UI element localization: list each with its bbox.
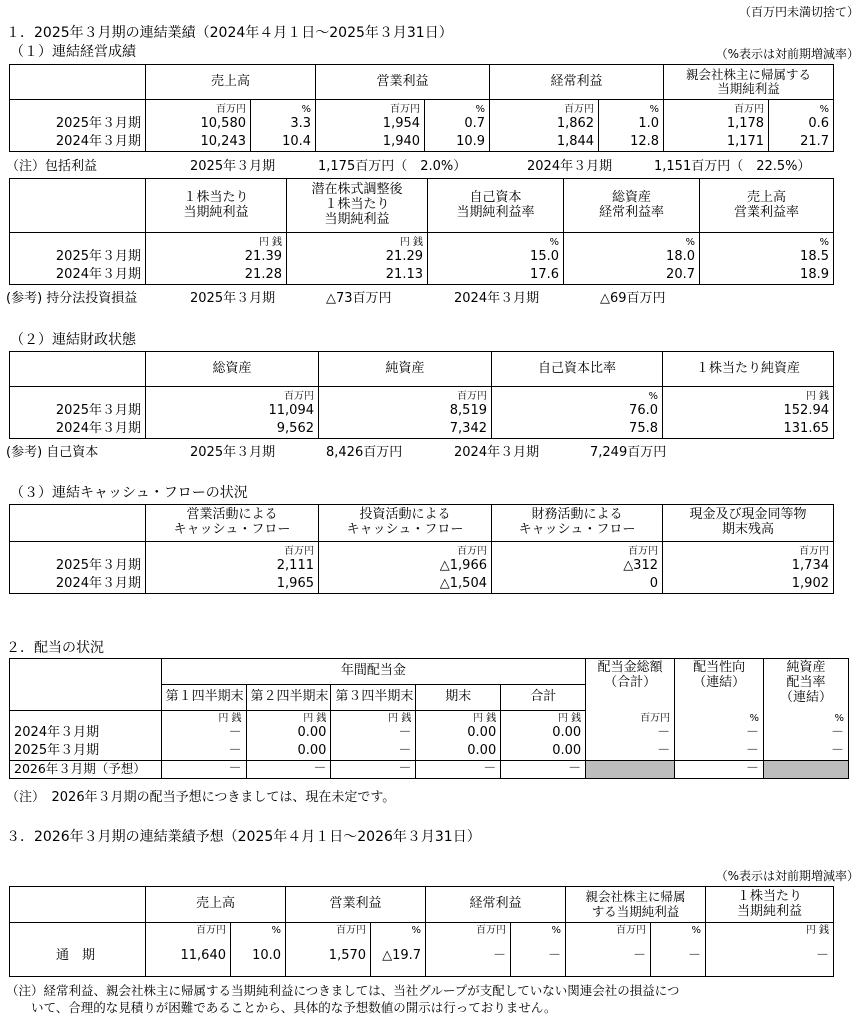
unit-note: （百万円未満切捨て） xyxy=(738,5,859,19)
table-row-forecast: 2026年３月期（予想） － － － － － － xyxy=(10,761,849,779)
note3-value1: 8,426百万円 xyxy=(326,445,403,460)
note1-value2: 1,151百万円（ 22.5%） xyxy=(654,159,811,174)
note1-period1: 2025年３月期 xyxy=(190,159,276,174)
header-year-end: 期末 xyxy=(416,685,501,711)
table-row: 2025年３月期 11,094 8,519 76.0 152.94 xyxy=(10,403,834,421)
table-row: 2024年３月期 9,562 7,342 75.8 131.65 xyxy=(10,421,834,439)
table-row: 2024年３月期 21.28 21.13 17.6 20.7 18.9 xyxy=(10,267,834,285)
header-bps: １株当たり純資産 xyxy=(663,352,834,387)
header-payout-ratio: 配当性向 （連結） xyxy=(675,659,764,711)
table-row: 2024年３月期 10,243 10.4 1,940 10.9 1,844 12.8 1,171 21.7 xyxy=(10,134,834,152)
header-financing-cf: 財務活動による キャッシュ・フロー xyxy=(492,505,663,542)
table-row: 2025年３月期 － 0.00 － 0.00 0.00 － － － xyxy=(10,743,849,761)
section1-sub3: （３）連結キャッシュ・フローの状況 xyxy=(10,485,248,501)
unit-row: 百万円 百万円 % 円 銭 xyxy=(10,387,834,403)
unit-row: 円 銭 円 銭 円 銭 円 銭 円 銭 百万円 % % xyxy=(10,711,849,725)
header-q2: 第２四半期末 xyxy=(246,685,331,711)
header-sales: 売上高 xyxy=(146,65,316,100)
dividend-note: （注） 2026年３月期の配当予想につきましては、現在未定です。 xyxy=(6,790,396,805)
header-roa: 総資産 経常利益率 xyxy=(564,179,700,233)
header-eps: １株当たり 当期純利益 xyxy=(146,179,287,233)
header-op-margin: 売上高 営業利益率 xyxy=(700,179,834,233)
unit-row: 百万円 % 百万円 % 百万円 % 百万円 % xyxy=(10,100,834,116)
header-cash-end: 現金及び現金同等物 期末残高 xyxy=(663,505,834,542)
fc-header-net-income: 親会社株主に帰属 する当期純利益 xyxy=(566,887,706,923)
note2-period2: 2024年３月期 xyxy=(454,291,540,306)
note1-value1: 1,175百万円（ 2.0%） xyxy=(318,159,467,174)
table-row: 通 期 11,640 10.0 1,570 △19.7 － － － － － xyxy=(10,937,834,977)
pct-note-3: （%表示は対前期増減率） xyxy=(715,869,859,883)
operating-results-table xyxy=(9,64,834,152)
section3-title: ３．2026年３月期の連結業績予想（2025年４月１日～2026年３月31日） xyxy=(6,829,481,845)
header-total-assets: 総資産 xyxy=(146,352,319,387)
forecast-note: （注）経常利益、親会社株主に帰属する当期純利益につきましては、当社グループが支配していない関連会社の損益につ いて、合理的な見積りが困難であることから、具体的な予想数値の開示は行っておりません。 xyxy=(6,983,680,1015)
forecast-table xyxy=(9,886,834,977)
table-row: 2024年３月期 － 0.00 － 0.00 0.00 － － － xyxy=(10,725,849,743)
fc-header-ord-income: 経常利益 xyxy=(426,887,566,923)
fc-header-eps: １株当たり 当期純利益 xyxy=(706,887,834,923)
header-annual-dividend: 年間配当金 xyxy=(161,659,586,685)
per-share-table xyxy=(9,178,834,285)
note2-period1: 2025年３月期 xyxy=(190,291,276,306)
cash-flow-table xyxy=(9,504,834,594)
header-net-income: 親会社株主に帰属する 当期純利益 xyxy=(664,65,834,100)
header-investing-cf: 投資活動による キャッシュ・フロー xyxy=(319,505,492,542)
header-equity-ratio: 自己資本比率 xyxy=(492,352,663,387)
table-row: 2024年３月期 1,965 △1,504 0 1,902 xyxy=(10,576,834,594)
note3-period1: 2025年３月期 xyxy=(190,445,276,460)
header-total: 合計 xyxy=(501,685,586,711)
note3-period2: 2024年３月期 xyxy=(454,445,540,460)
header-net-assets: 純資産 xyxy=(319,352,492,387)
equity-method-note: (参考) 持分法投資損益 xyxy=(6,291,138,306)
note2-value2: △69百万円 xyxy=(600,291,666,306)
header-op-income: 営業利益 xyxy=(316,65,490,100)
note2-value1: △73百万円 xyxy=(326,291,392,306)
financial-position-table xyxy=(9,351,834,439)
equity-note: (参考) 自己資本 xyxy=(6,445,99,460)
corner xyxy=(10,65,146,100)
section1-sub1: （１）連結経営成績 xyxy=(10,44,136,60)
shaded-cell xyxy=(764,761,849,779)
unit-row: 円 銭 円 銭 % % % xyxy=(10,233,834,249)
header-operating-cf: 営業活動による キャッシュ・フロー xyxy=(146,505,319,542)
dividends-table xyxy=(9,658,849,779)
fc-header-op-income: 営業利益 xyxy=(286,887,426,923)
note1-period2: 2024年３月期 xyxy=(527,159,613,174)
fc-header-sales: 売上高 xyxy=(146,887,286,923)
header-total-dividend: 配当金総額 （合計） xyxy=(586,659,675,711)
pct-note-1: （%表示は対前期増減率） xyxy=(715,47,859,61)
section2-title: ２．配当の状況 xyxy=(6,640,104,656)
section1-title: １．2025年３月期の連結業績（2024年４月１日～2025年３月31日） xyxy=(6,25,453,41)
comprehensive-income-note: （注）包括利益 xyxy=(6,159,98,174)
header-doe: 純資産 配当率 （連結） xyxy=(764,659,849,711)
shaded-cell xyxy=(586,761,675,779)
table-row: 2025年３月期 10,580 3.3 1,954 0.7 1,862 1.0 1,178 0.6 xyxy=(10,116,834,134)
header-diluted-eps: 潜在株式調整後 １株当たり 当期純利益 xyxy=(287,179,428,233)
note3-value2: 7,249百万円 xyxy=(590,445,667,460)
table-row: 2025年３月期 21.39 21.29 15.0 18.0 18.5 xyxy=(10,249,834,267)
header-roe: 自己資本 当期純利益率 xyxy=(428,179,564,233)
table-row: 2025年３月期 2,111 △1,966 △312 1,734 xyxy=(10,558,834,576)
header-q1: 第１四半期末 xyxy=(161,685,246,711)
unit-row: 百万円 % 百万円 % 百万円 % 百万円 % 円 銭 xyxy=(10,923,834,937)
header-q3: 第３四半期末 xyxy=(331,685,416,711)
header-ord-income: 経常利益 xyxy=(490,65,664,100)
unit-row: 百万円 百万円 百万円 百万円 xyxy=(10,542,834,558)
section1-sub2: （２）連結財政状態 xyxy=(10,332,136,348)
